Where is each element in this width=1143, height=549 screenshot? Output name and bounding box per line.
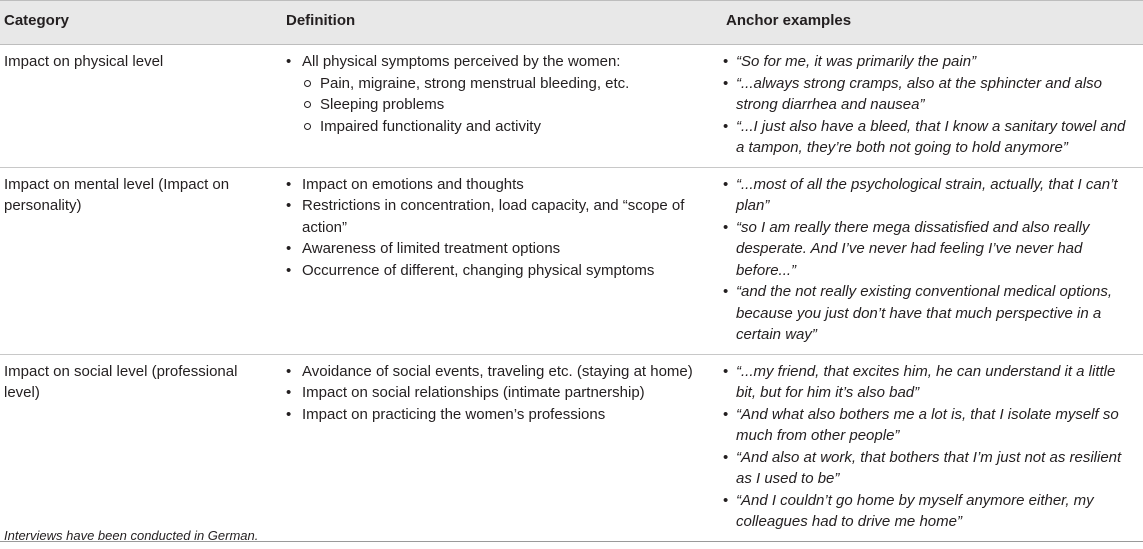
table-row — [0, 45, 1143, 168]
anchor-list — [722, 174, 1137, 346]
definition-item — [284, 51, 716, 137]
anchor-cell — [722, 45, 1143, 168]
anchor-item: • “And what also bothers me a lot is, that I isolate myself so much from other people” — [722, 404, 1137, 447]
definition-item: • Impact on social relationships (intimate partnership) — [284, 382, 716, 404]
definition-item: • Occurrence of different, changing physical symptoms — [284, 260, 716, 282]
table-row — [0, 167, 1143, 354]
definition-list — [284, 174, 716, 282]
definition-cell — [282, 354, 722, 541]
definition-item: • Avoidance of social events, traveling etc. (staying at home) — [284, 361, 716, 383]
definition-subitem: Pain, migraine, strong menstrual bleeding, etc. — [302, 73, 716, 95]
definition-item: • Restrictions in concentration, load capacity, and “scope of action” — [284, 195, 716, 238]
anchor-item: • “And I couldn’t go home by myself anymore either, my colleagues had to drive me home” — [722, 490, 1137, 533]
anchor-item: • “and the not really existing conventional medical options, because you just don’t have that much perspective in a certain way” — [722, 281, 1137, 346]
category-cell: Impact on physical level — [0, 45, 282, 168]
definition-item: • Impact on practicing the women’s professions — [284, 404, 716, 426]
definition-item: • Impact on emotions and thoughts — [284, 174, 716, 196]
definition-subitem: Sleeping problems — [302, 94, 716, 116]
anchor-cell — [722, 354, 1143, 541]
category-cell: Impact on social level (professional level) — [0, 354, 282, 541]
definition-list — [284, 51, 716, 137]
anchor-list — [722, 361, 1137, 533]
table-footnote: Interviews have been conducted in German. — [4, 528, 259, 543]
table-row — [0, 354, 1143, 541]
table-body — [0, 45, 1143, 542]
definition-subitem: Impaired functionality and activity — [302, 116, 716, 138]
table-header — [0, 1, 1143, 45]
anchor-item: • “so I am really there mega dissatisfied and also really desperate. And I’ve never had feeling I’ve never had before...” — [722, 217, 1137, 282]
anchor-item: • “...my friend, that excites him, he can understand it a little bit, but for him it’s also bad” — [722, 361, 1137, 404]
anchor-item: • “...most of all the psychological strain, actually, that I can’t plan” — [722, 174, 1137, 217]
definition-item: • Awareness of limited treatment options — [284, 238, 716, 260]
definition-text: All physical symptoms perceived by the women: — [302, 53, 621, 70]
header-row — [0, 1, 1143, 45]
category-cell: Impact on mental level (Impact on personality) — [0, 167, 282, 354]
definition-cell — [282, 167, 722, 354]
anchor-item: • “...always strong cramps, also at the sphincter and also strong diarrhea and nausea” — [722, 73, 1137, 116]
definition-cell — [282, 45, 722, 168]
definition-sublist — [302, 73, 716, 138]
anchor-cell — [722, 167, 1143, 354]
header-anchor-examples: Anchor examples — [722, 1, 1143, 45]
anchor-item: • “So for me, it was primarily the pain” — [722, 51, 1137, 73]
anchor-list — [722, 51, 1137, 159]
header-category: Category — [0, 1, 282, 45]
anchor-item: • “And also at work, that bothers that I’m just not as resilient as I used to be” — [722, 447, 1137, 490]
header-definition: Definition — [282, 1, 722, 45]
anchor-item: • “...I just also have a bleed, that I know a sanitary towel and a tampon, they’re both not going to hold anymore” — [722, 116, 1137, 159]
definition-list — [284, 361, 716, 426]
